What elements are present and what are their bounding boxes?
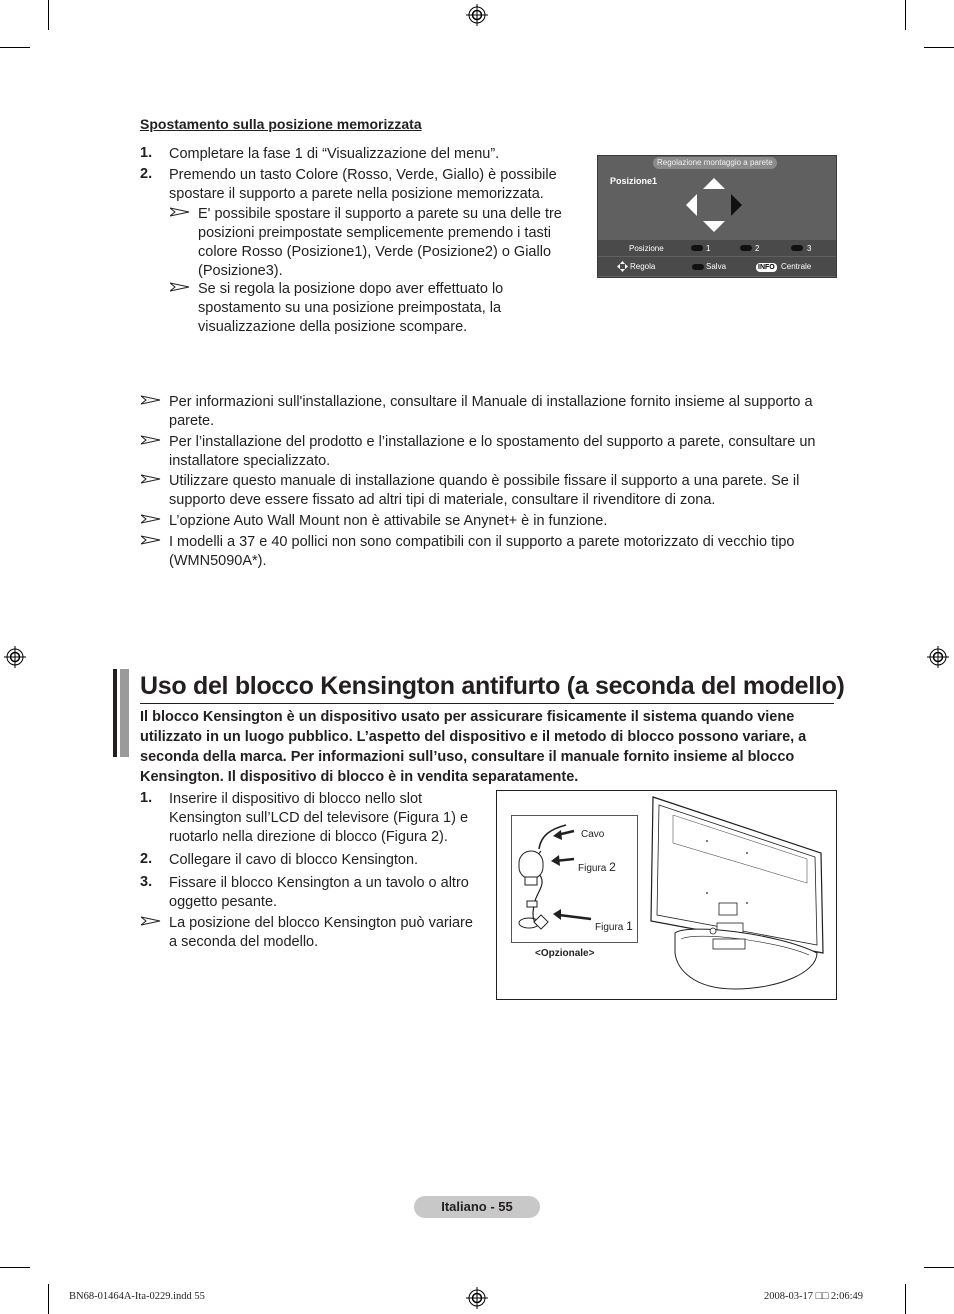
note-arrow-icon: [141, 435, 161, 445]
osd-screen: [597, 155, 837, 278]
heading-bar: [120, 669, 129, 757]
label-figura-2: Figura 2: [578, 860, 616, 874]
note-text: Se si regola la posizione dopo aver effettuato lo spostamento su una posizione preimpostata, la visualizzazione della posizione scompare.: [198, 281, 504, 335]
slug-left: BN68-01464A-Ita-0229.indd 55: [69, 1291, 205, 1302]
label-figura-1: Figura 1: [595, 919, 633, 933]
note-arrow-icon: [141, 916, 161, 926]
crop-mark: [905, 0, 906, 30]
osd-bar: [598, 257, 836, 276]
note-text: La posizione del blocco Kensington può variare a seconda del modello.: [169, 915, 473, 950]
section-title: Spostamento sulla posizione memorizzata: [140, 116, 422, 132]
step-number: 3.: [140, 874, 153, 890]
info-key-icon: INFO: [758, 264, 775, 271]
label-opzionale: <Opzionale>: [535, 948, 595, 959]
step-number: 1.: [140, 145, 153, 161]
tv-back-icon: [637, 793, 835, 997]
note-arrow-icon: [141, 535, 161, 545]
osd-row-label: Posizione: [629, 244, 664, 253]
registration-mark-icon: [4, 646, 26, 668]
red-key-icon: [691, 245, 703, 251]
heading-bar: [113, 669, 117, 757]
step-number: 1.: [140, 790, 153, 806]
move-icon: [617, 261, 628, 272]
step-text: Premendo un tasto Colore (Rosso, Verde, Giallo) è possibile spostare il supporto a parete nella posizione memorizzata.: [169, 167, 557, 202]
note-text: Per informazioni sull'installazione, consultare il Manuale di installazione fornito insieme al supporto a parete.: [169, 394, 813, 429]
osd-key-label: 2: [755, 244, 760, 253]
registration-mark-icon: [466, 4, 488, 26]
step-text: Completare la fase 1 di “Visualizzazione del menu”.: [169, 146, 500, 162]
note-arrow-icon: [141, 474, 161, 484]
osd-key-label: 1: [706, 244, 711, 253]
note-text: I modelli a 37 e 40 pollici non sono compatibili con il supporto a parete motorizzato di vecchio tipo (WMN5090A*).: [169, 534, 795, 569]
step-number: 2.: [140, 851, 153, 867]
heading-rule: [140, 703, 834, 704]
note-arrow-icon: [141, 395, 161, 405]
page-heading: Uso del blocco Kensington antifurto (a seconda del modello): [140, 672, 845, 700]
crop-mark: [0, 1267, 30, 1268]
step-text: Inserire il dispositivo di blocco nello slot Kensington sull’LCD del televisore (Figura 1) e ruotarlo nella direzione di blocco (Figura 2).: [169, 791, 469, 845]
osd-key-label: 3: [807, 244, 812, 253]
note-arrow-icon: [170, 207, 190, 217]
note-text: Per l’installazione del prodotto e l’installazione e lo spostamento del supporto a parete, consultare un installatore specializzato.: [169, 434, 816, 469]
kensington-figure: [496, 790, 837, 1000]
registration-mark-icon: [466, 1287, 488, 1309]
yellow-key-icon: [791, 245, 803, 251]
crop-mark: [924, 47, 954, 48]
note-text: Utilizzare questo manuale di installazione quando è possibile fissare il supporto a una parete. Se il supporto deve essere fissato ad altri tipi di materiale, consultare il rivenditore di zona.: [169, 473, 800, 508]
crop-mark: [0, 47, 30, 48]
intro-text: Il blocco Kensington è un dispositivo usato per assicurare fisicamente il sistema quando viene utilizzato in un luogo pubblico. L’aspetto del dispositivo e il metodo di blocco possono variare, a seconda della marca. Per informazioni sull’uso, consultare il manuale fornito insieme al blocco Kensington. Il dispositivo di blocco è in vendita separatamente.: [140, 709, 807, 785]
step-text: Collegare il cavo di blocco Kensington.: [169, 852, 419, 868]
page-number-badge: Italiano - 55: [414, 1196, 540, 1218]
note-text: E' possibile spostare il supporto a parete su una delle tre posizioni preimpostate semplicemente premendo i tasti colore Rosso (Posizione1), Verde (Posizione2) o Giallo (Posizione3).: [198, 206, 562, 279]
slug-right: 2008-03-17 □□ 2:06:49: [764, 1291, 864, 1302]
osd-title: Regolazione montaggio a parete: [653, 157, 777, 169]
osd-salva: Salva: [706, 262, 727, 271]
green-key-icon: [740, 245, 752, 251]
registration-mark-icon: [927, 646, 949, 668]
osd-position-label: Posizione1: [610, 176, 658, 186]
crop-mark: [905, 1284, 906, 1314]
step-number: 2.: [140, 166, 153, 182]
note-arrow-icon: [170, 282, 190, 292]
step-text: Fissare il blocco Kensington a un tavolo o altro oggetto pesante.: [169, 875, 469, 910]
osd-regola: Regola: [630, 262, 656, 271]
crop-mark: [48, 0, 49, 30]
osd-centrale: Centrale: [781, 262, 812, 271]
osd-bar: [598, 240, 836, 256]
note-text: L’opzione Auto Wall Mount non è attivabile se Anynet+ è in funzione.: [169, 513, 608, 529]
direction-arrows-icon: [684, 176, 744, 234]
label-cavo: Cavo: [581, 829, 605, 840]
salva-key-icon: [692, 264, 704, 270]
crop-mark: [48, 1284, 49, 1314]
crop-mark: [924, 1267, 954, 1268]
note-arrow-icon: [141, 514, 161, 524]
